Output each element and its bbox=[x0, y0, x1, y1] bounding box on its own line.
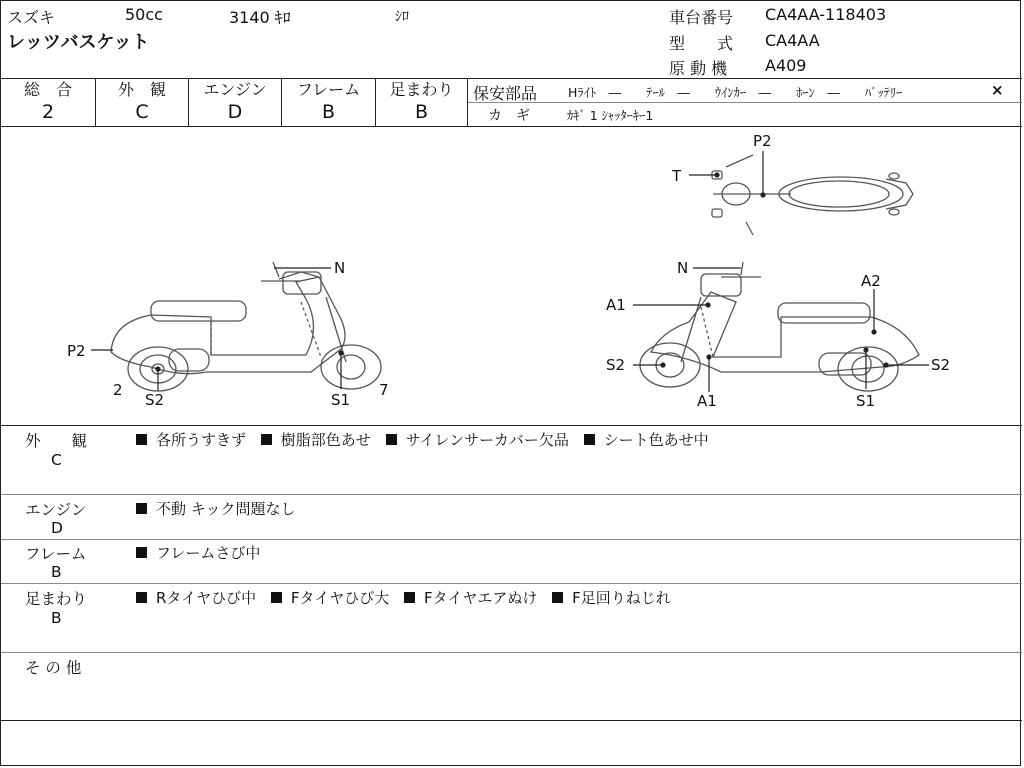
section-grade-engine: D bbox=[51, 519, 63, 537]
label-n-left: N bbox=[334, 259, 346, 277]
divider bbox=[468, 102, 1022, 103]
engine-value: A409 bbox=[765, 56, 807, 75]
note-item: 各所うすきず bbox=[136, 431, 246, 449]
section-title-other: そ の 他 bbox=[25, 659, 82, 677]
grade-value: B bbox=[414, 101, 429, 123]
label-2-left: 2 bbox=[113, 381, 123, 399]
notes-suspension bbox=[136, 587, 681, 608]
note-item: シート色あせ中 bbox=[584, 431, 709, 449]
engine-label: 原 動 機 bbox=[669, 59, 728, 78]
note-item: Rタイヤひび中 bbox=[136, 589, 256, 607]
grade-value: 2 bbox=[41, 101, 55, 123]
divider bbox=[1, 539, 1022, 540]
label-s2-front-right: S2 bbox=[606, 356, 626, 374]
section-title-exterior: 外 観 bbox=[25, 432, 88, 450]
key-value: ｶｷﾞ 1 ｼｬｯﾀｰｷｰ1 bbox=[567, 108, 654, 123]
grade-value: B bbox=[321, 101, 336, 123]
notes-frame bbox=[136, 542, 270, 563]
section-title-suspension: 足まわり bbox=[25, 590, 88, 608]
label-n-right: N bbox=[677, 259, 689, 277]
label-s1-left: S1 bbox=[331, 391, 351, 409]
label-t-top: T bbox=[672, 167, 682, 185]
label-a1-bottom-right: A1 bbox=[697, 392, 717, 410]
note-item: 不動 キック問題なし bbox=[136, 500, 295, 518]
grade-value: D bbox=[227, 101, 243, 123]
damage-diagram bbox=[1, 127, 1022, 425]
label-s2-left: S2 bbox=[145, 391, 165, 409]
notes-exterior bbox=[136, 429, 719, 450]
label-p2-top: P2 bbox=[753, 132, 772, 150]
label-7-left: 7 bbox=[379, 381, 389, 399]
key-label: カ ギ bbox=[488, 108, 530, 124]
note-item: サイレンサーカバー欠品 bbox=[386, 431, 569, 449]
battery-mark: × bbox=[991, 81, 1004, 99]
safety-items: Hﾗｲﾄ ― ﾃｰﾙ ― ｳｲﾝｶｰ ― ﾎｰﾝ ― ﾊﾞｯﾃﾘｰ bbox=[568, 85, 903, 100]
color: ｼﾛ bbox=[395, 9, 409, 25]
maker: スズキ bbox=[7, 8, 56, 27]
divider bbox=[1, 78, 1022, 79]
divider bbox=[1, 720, 1022, 721]
type-label: 型 式 bbox=[669, 34, 734, 53]
grade-label: フレーム bbox=[296, 80, 361, 99]
displacement: 50cc bbox=[125, 5, 163, 24]
grade-suspension bbox=[376, 80, 467, 124]
frame-no: CA4AA-118403 bbox=[765, 5, 887, 24]
frame-no-label: 車台番号 bbox=[669, 8, 734, 27]
section-grade-frame: B bbox=[51, 563, 62, 581]
divider bbox=[1, 425, 1022, 426]
grade-exterior bbox=[96, 80, 188, 124]
type-value: CA4AA bbox=[765, 31, 820, 50]
section-title-frame: フレーム bbox=[25, 545, 87, 563]
model-name: レッツバスケット bbox=[7, 32, 150, 53]
label-a1-right: A1 bbox=[606, 296, 626, 314]
divider bbox=[1, 652, 1022, 653]
note-item: Fタイヤエアぬけ bbox=[404, 589, 537, 607]
label-p2-left: P2 bbox=[67, 342, 86, 360]
grade-value: C bbox=[135, 101, 149, 123]
divider bbox=[1, 583, 1022, 584]
grade-label: 外 観 bbox=[117, 80, 166, 99]
grade-label: エンジン bbox=[203, 80, 267, 99]
label-s1-right: S1 bbox=[856, 392, 876, 410]
grade-frame bbox=[282, 80, 375, 124]
notes-engine bbox=[136, 498, 305, 519]
section-title-engine: エンジン bbox=[25, 501, 87, 519]
note-item: フレームさび中 bbox=[136, 544, 260, 562]
grade-overall bbox=[1, 80, 95, 124]
safety-label: 保安部品 bbox=[473, 84, 538, 103]
grade-label: 総 合 bbox=[23, 80, 72, 99]
note-item: Fタイヤひび大 bbox=[271, 589, 389, 607]
section-grade-suspension: B bbox=[51, 609, 62, 627]
note-item: F足回りねじれ bbox=[552, 589, 671, 607]
grade-engine bbox=[189, 80, 281, 124]
scooter-top-view bbox=[712, 155, 913, 235]
label-a2-right: A2 bbox=[861, 272, 881, 290]
note-item: 樹脂部色あせ bbox=[261, 431, 371, 449]
divider bbox=[1, 494, 1022, 495]
mileage: 3140 ｷﾛ bbox=[229, 8, 291, 27]
label-s2-rear-right: S2 bbox=[931, 356, 951, 374]
section-grade-exterior: C bbox=[51, 451, 62, 469]
grade-label: 足まわり bbox=[389, 80, 454, 99]
